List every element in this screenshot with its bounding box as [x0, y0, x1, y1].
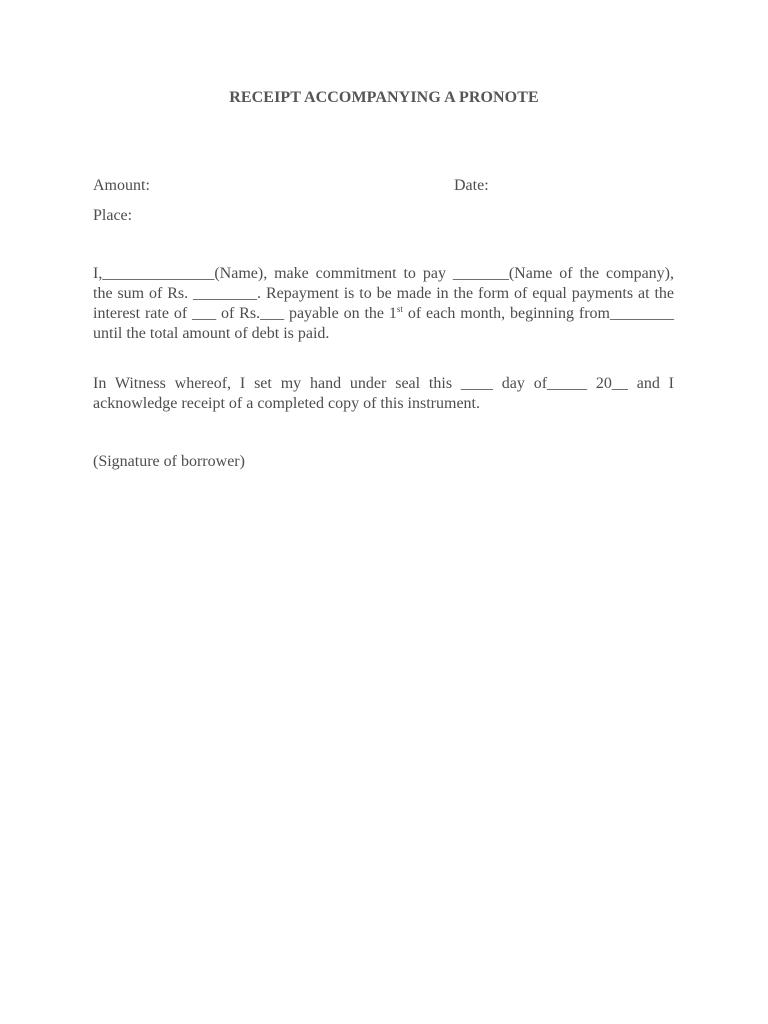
date-label: Date:	[454, 177, 489, 194]
ordinal-superscript: st	[396, 304, 403, 314]
document-title: RECEIPT ACCOMPANYING A PRONOTE	[229, 89, 539, 106]
witness-paragraph: In Witness whereof, I set my hand under seal this ____ day of_____ 20__ and I acknowledge receipt of a completed copy of this instrument.	[93, 375, 674, 412]
place-label: Place:	[93, 207, 133, 224]
signature-label: (Signature of borrower)	[93, 453, 245, 470]
commitment-text-end: of each month, beginning from________ until the total amount of debt is paid.	[93, 305, 674, 342]
commitment-paragraph	[93, 264, 674, 344]
amount-label: Amount:	[93, 177, 150, 194]
commitment-text-start: I,______________(Name), make commitment to pay _______(Name of the company), the sum of Rs. ________. Repayment is to be made in the form of equal payments at the interest rate of ___ of Rs.___ payable on the 1	[93, 265, 674, 322]
